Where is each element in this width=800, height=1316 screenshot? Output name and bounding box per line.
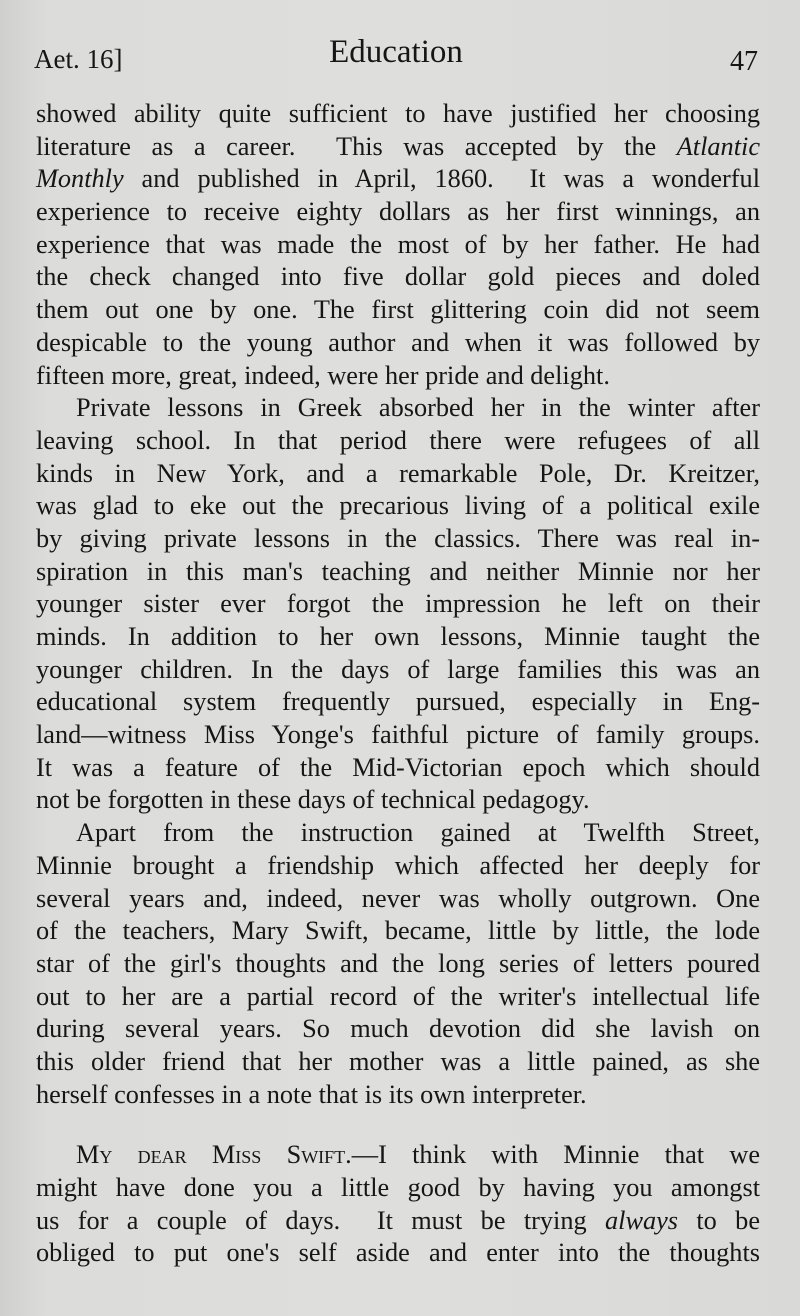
text-line: them out one by one. The first glittering coin did not seem [36,295,760,325]
italic-emphasis: always [604,1205,679,1235]
text-line: of the teachers, Mary Swift, became, little by little, the lode [36,916,760,946]
text-line: us for a couple of days. It must be trying always to be [36,1205,760,1235]
text-line: younger sister ever forgot the impression he left on their [36,589,760,619]
section-gap [36,1111,760,1139]
text-line: during several years. So much devotion did she lavish on [36,1014,760,1044]
body-text [36,98,760,1270]
paragraph-start: Private lessons in Greek absorbed her in the winter after [76,393,760,423]
text-line: fifteen more, great, indeed, were her pride and delight. [36,360,610,390]
text-line: this older friend that her mother was a little pained, as she [36,1046,760,1076]
running-head-title: Education [329,34,463,70]
paragraph-start: Apart from the instruction gained at Twelfth Street, [76,818,760,848]
text-line: star of the girl's thoughts and the long series of letters poured [36,948,760,978]
italic-title: Monthly [36,164,124,194]
running-head-left: Aet. 16] [34,44,123,74]
text-line: minds. In addition to her own lessons, Minnie taught the [36,622,760,651]
text-line: Monthly and published in April, 1860. It was a wonderful [36,164,760,194]
text-line: Minnie brought a friendship which affected her deeply for [36,850,760,880]
text-line: herself confesses in a note that is its own interpreter. [36,1079,587,1109]
text-line: land—witness Miss Yonge's faithful picture of family groups. [36,720,760,750]
text-line: experience that was made the most of by her father. He had [36,229,760,259]
text-line: showed ability quite sufficient to have justified her choosing [36,99,760,128]
text-line: the check changed into five dollar gold pieces and doled [36,262,760,292]
text-line: experience to receive eighty dollars as her first winnings, an [36,197,760,227]
text-line: obliged to put one's self aside and enter into the thoughts [36,1238,760,1268]
text-line: educational system frequently pursued, especially in Eng- [36,687,760,717]
text-line: out to her are a partial record of the writer's intellectual life [36,981,760,1011]
text-line: was glad to eke out the precarious living of a political exile [36,491,760,521]
text-line: several years and, indeed, never was wholly outgrown. One [36,883,760,913]
text-line: kinds in New York, and a remarkable Pole, Dr. Kreitzer, [36,458,760,488]
text-line: leaving school. In that period there were refugees of all [36,425,760,455]
text-line: literature as a career. This was accepted by the Atlantic [36,131,760,161]
letter-opening: My dear Miss Swift.—I think with Minnie that we [76,1140,760,1170]
page-header [34,34,758,82]
text-line: by giving private lessons in the classics. There was real in- [36,523,760,553]
text-line: spiration in this man's teaching and neither Minnie nor her [36,556,760,586]
text-line: younger children. In the days of large families this was an [36,654,760,684]
italic-title: Atlantic [676,131,760,161]
text-line: not be forgotten in these days of technical pedagogy. [36,785,590,815]
page-number: 47 [730,46,758,77]
text-line: despicable to the young author and when it was followed by [36,327,760,357]
letter-salutation: My dear Miss Swift. [76,1140,352,1170]
text-line: might have done you a little good by having you amongst [36,1173,760,1202]
text-line: It was a feature of the Mid-Victorian epoch which should [36,752,760,782]
